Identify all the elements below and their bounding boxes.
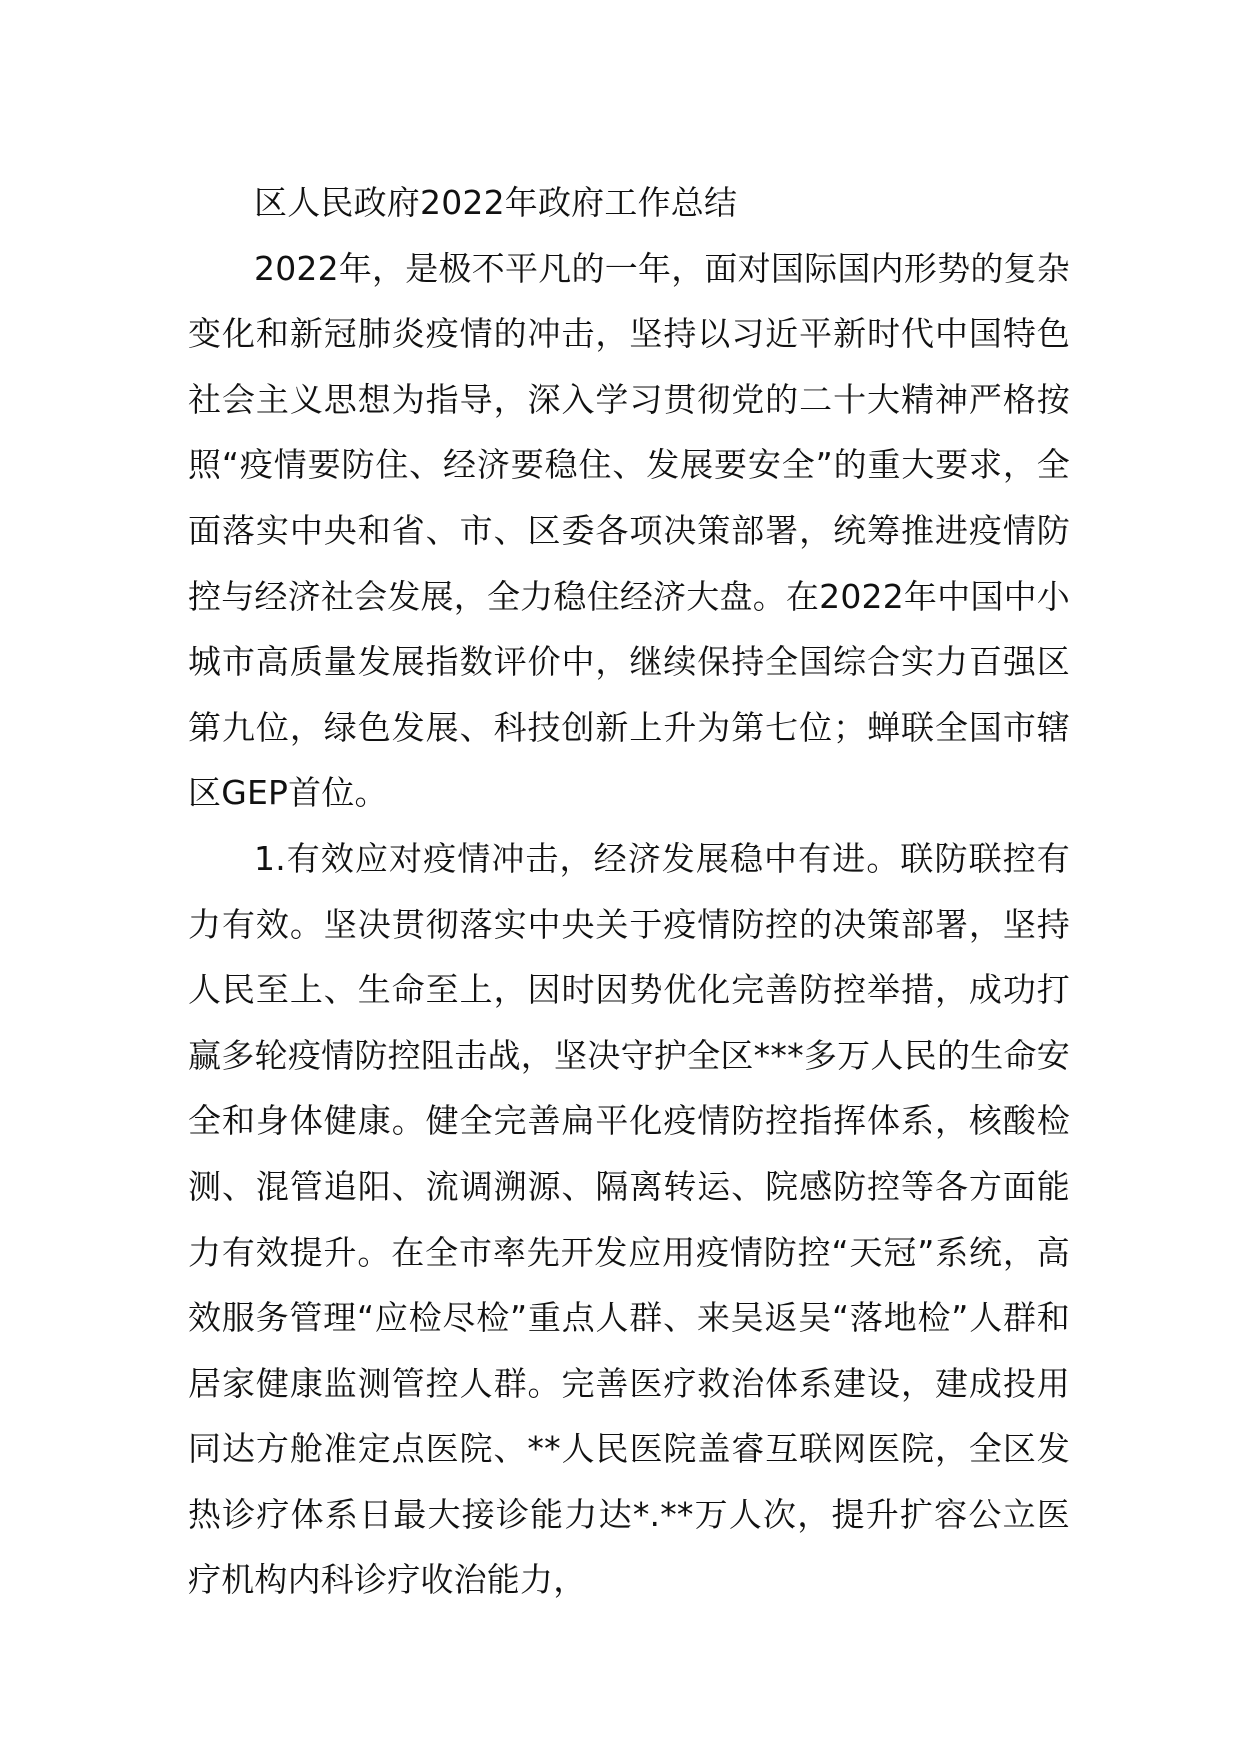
paragraph-section-1: 1.有效应对疫情冲击，经济发展稳中有进。联防联控有力有效。坚决贯彻落实中央关于疫情防控的决策部署，坚持人民至上、生命至上，因时因势优化完善防控举措，成功打赢多轮疫情防控阻击战，坚决守护全区***多万人民的生命安全和身体健康。健全完善扁平化疫情防控指挥体系，核酸检测、混管追阳、流调溯源、隔离转运、院感防控等各方面能力有效提升。在全市率先开发应用疫情防控“天冠”系统，高效服务管理“应检尽检”重点人群、来吴返吴“落地检”人群和居家健康监测管控人群。完善医疗救治体系建设，建成投用同达方舱准定点医院、**人民医院盖睿互联网医院，全区发热诊疗体系日最大接诊能力达*.**万人次，提升扩容公立医疗机构内科诊疗收治能力， [188, 838, 1070, 1600]
document-title: 区人民政府2022年政府工作总结 [254, 183, 738, 222]
document-body [188, 170, 1070, 1613]
paragraph-intro: 2022年，是极不平凡的一年，面对国际国内形势的复杂变化和新冠肺炎疫情的冲击，坚持以习近平新时代中国特色社会主义思想为指导，深入学习贯彻党的二十大精神严格按照“疫情要防住、经济要稳住、发展要安全”的重大要求，全面落实中央和省、市、区委各项决策部署，统筹推进疫情防控与经济社会发展，全力稳住经济大盘。在2022年中国中小城市高质量发展指数评价中，继续保持全国综合实力百强区第九位，绿色发展、科技创新上升为第七位；蝉联全国市辖区GEP首位。 [188, 248, 1070, 813]
